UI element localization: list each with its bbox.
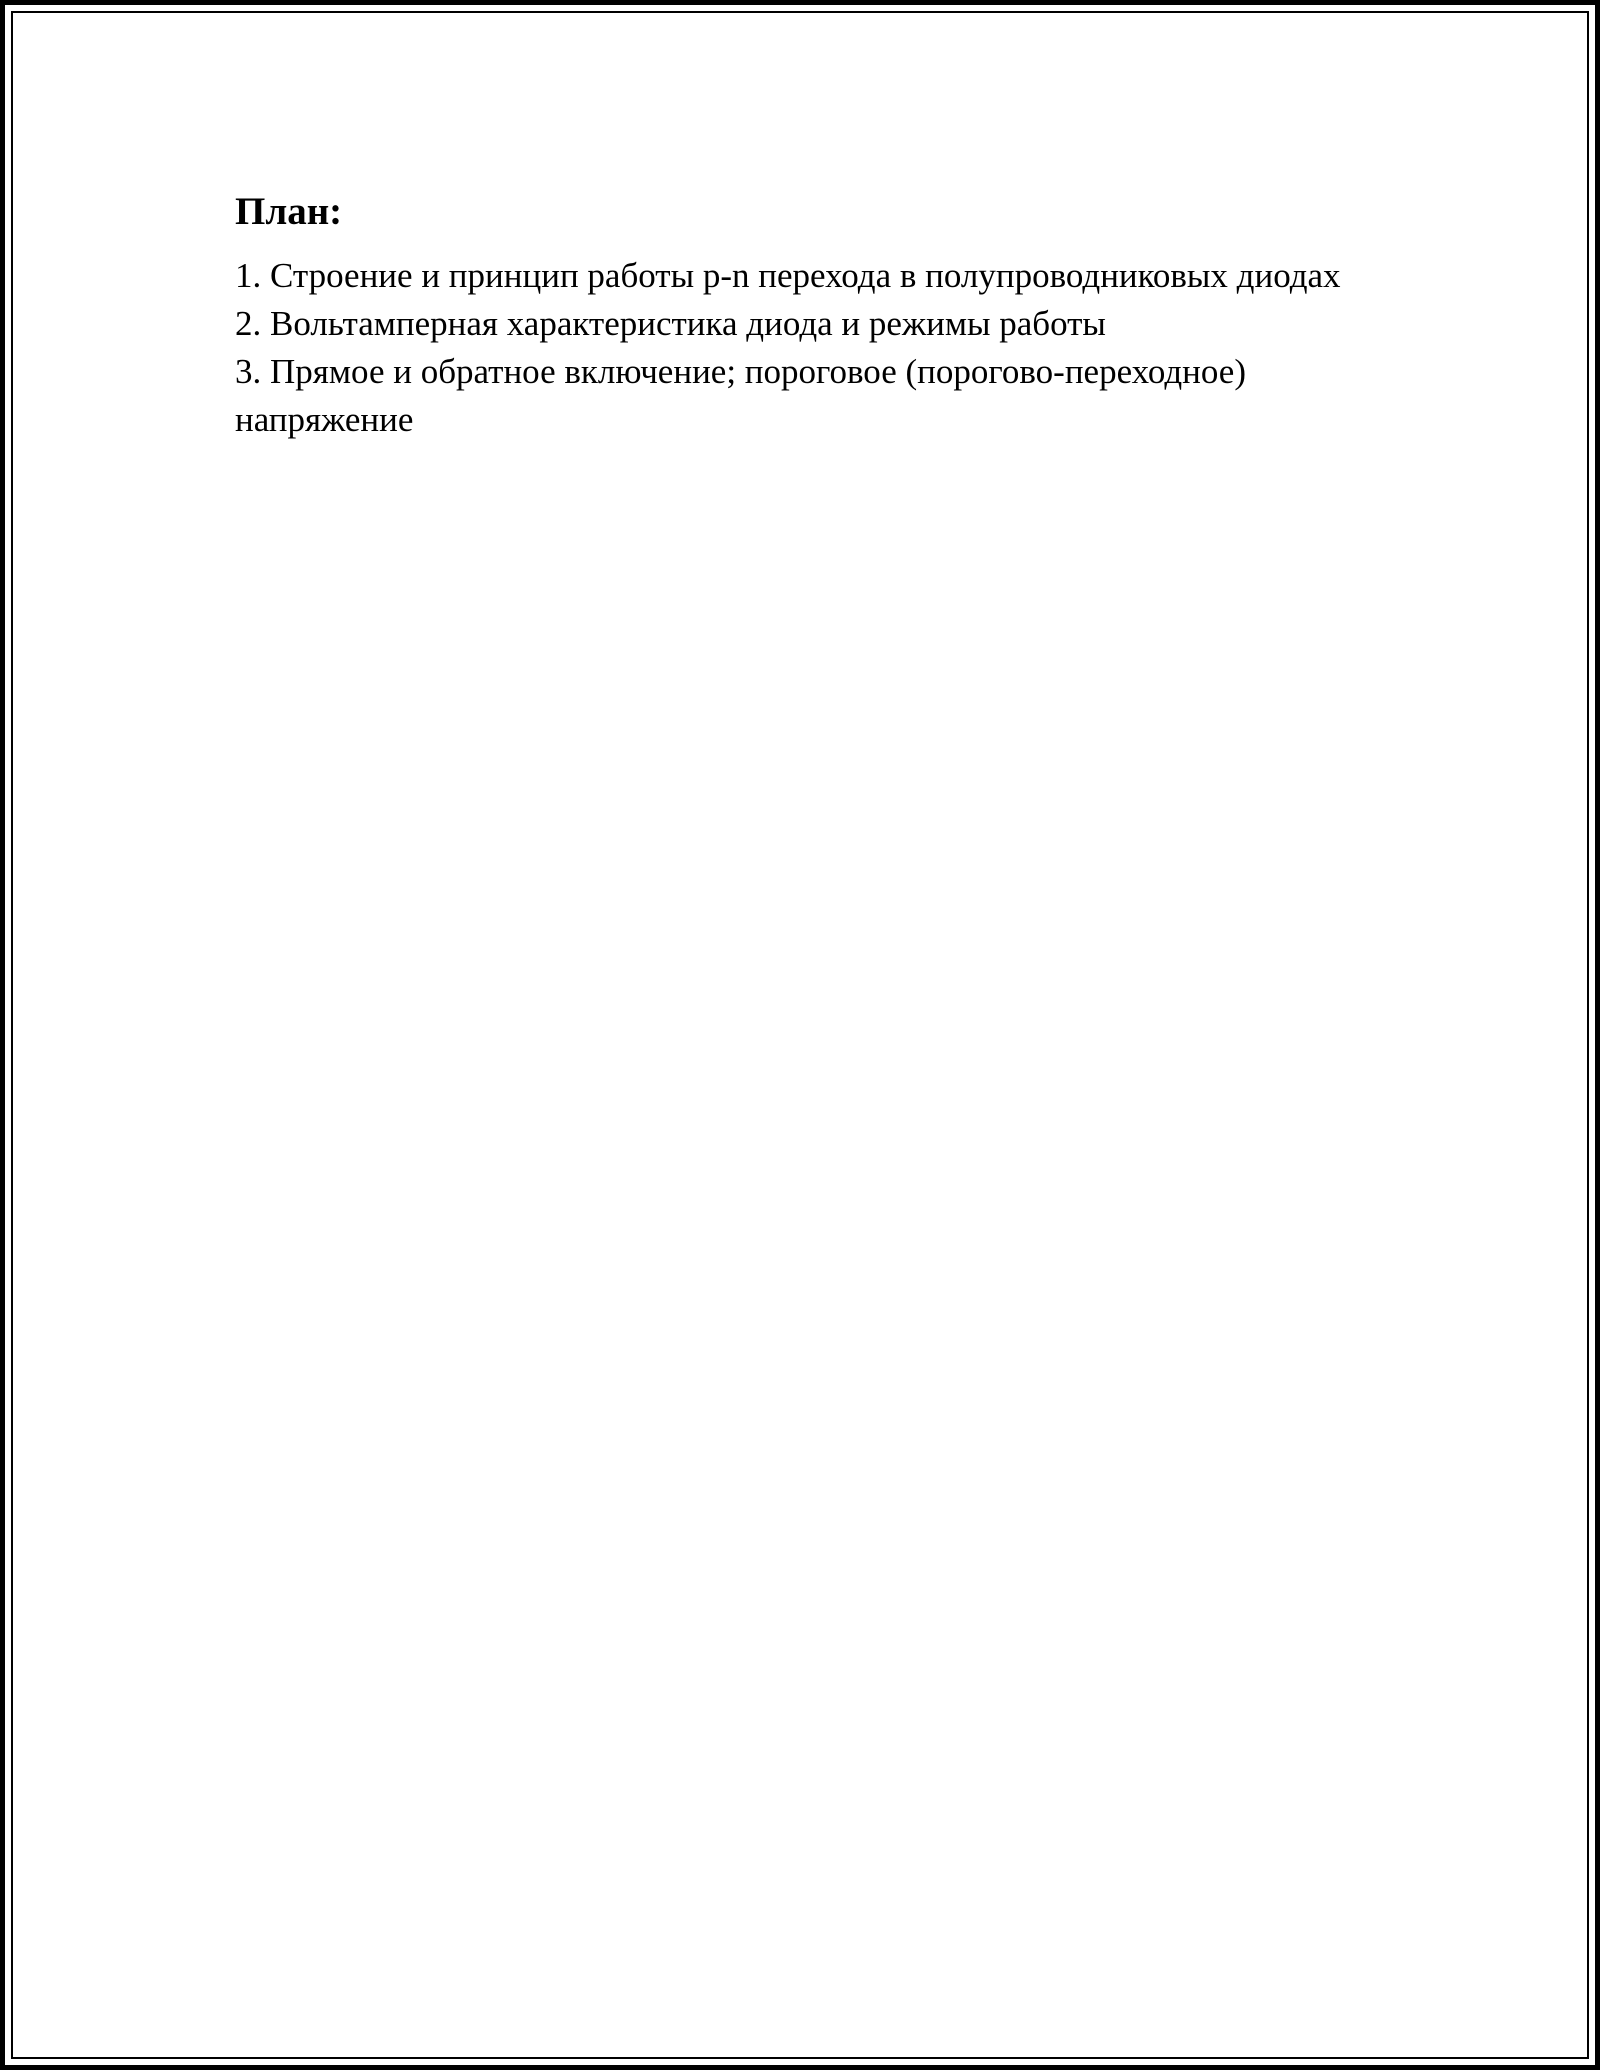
plan-list [235, 252, 1385, 444]
plan-item-1: 1. Строение и принцип работы p-n перехода в полупроводниковых диодах [235, 256, 1341, 295]
page-content [235, 186, 1385, 444]
plan-title: План: [235, 190, 343, 233]
plan-item-3: 3. Прямое и обратное включение; пороговое (порогово-переходное) напряжение [235, 352, 1246, 439]
plan-item-2: 2. Вольтамперная характеристика диода и режимы работы [235, 304, 1106, 343]
